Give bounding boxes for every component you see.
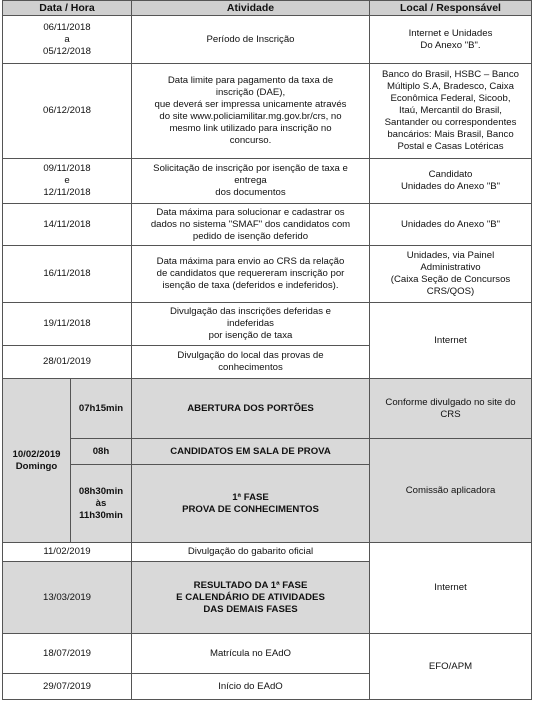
table-row (3, 379, 532, 439)
date-cell: 13/03/2019 (3, 562, 132, 634)
header-date: Data / Hora (3, 1, 132, 16)
time-cell: 08h30min às 11h30min (71, 465, 132, 543)
activity-cell: RESULTADO DA 1ª FASE E CALENDÁRIO DE ATIVIDADES DAS DEMAIS FASES (132, 562, 370, 634)
date-cell: 19/11/2018 (3, 303, 132, 346)
table-row (3, 543, 532, 562)
activity-cell: Matrícula no EAdO (132, 634, 370, 674)
local-cell: Internet e Unidades Do Anexo "B". (370, 16, 532, 64)
schedule-table (2, 0, 532, 700)
table-row (3, 16, 532, 64)
table-row (3, 246, 532, 303)
date-cell: 06/12/2018 (3, 64, 132, 159)
date-cell: 06/11/2018 a 05/12/2018 (3, 16, 132, 64)
activity-cell: Divulgação do gabarito oficial (132, 543, 370, 562)
time-cell: 08h (71, 439, 132, 465)
activity-cell: ABERTURA DOS PORTÕES (132, 379, 370, 439)
time-cell: 07h15min (71, 379, 132, 439)
local-cell: Conforme divulgado no site do CRS (370, 379, 532, 439)
activity-cell: Divulgação das inscrições deferidas e indeferidas por isenção de taxa (132, 303, 370, 346)
table-row (3, 204, 532, 246)
header-activity: Atividade (132, 1, 370, 16)
header-row (3, 1, 532, 16)
local-cell: Internet (370, 303, 532, 379)
table-row (3, 634, 532, 674)
activity-cell: Divulgação do local das provas de conhecimentos (132, 346, 370, 379)
date-cell: 09/11/2018 e 12/11/2018 (3, 159, 132, 204)
table-row (3, 439, 532, 465)
local-cell: Unidades do Anexo "B" (370, 204, 532, 246)
activity-cell: Data máxima para envio ao CRS da relação de candidatos que requereram inscrição por isenção de taxa (deferidos e indeferidos). (132, 246, 370, 303)
table-row (3, 159, 532, 204)
date-cell: 18/07/2019 (3, 634, 132, 674)
local-cell: Unidades, via Painel Administrativo (Caixa Seção de Concursos CRS/QOS) (370, 246, 532, 303)
activity-cell: Período de Inscrição (132, 16, 370, 64)
date-cell: 29/07/2019 (3, 674, 132, 700)
date-cell: 28/01/2019 (3, 346, 132, 379)
header-local: Local / Responsável (370, 1, 532, 16)
activity-cell: CANDIDATOS EM SALA DE PROVA (132, 439, 370, 465)
local-cell: Candidato Unidades do Anexo "B" (370, 159, 532, 204)
local-cell: Internet (370, 543, 532, 634)
local-cell: Comissão aplicadora (370, 439, 532, 543)
local-cell: Banco do Brasil, HSBC – Banco Múltiplo S.A, Bradesco, Caixa Econômica Federal, Sicoob, Itaú, Mercantil do Brasil, Santander ou correspondentes bancários: Mais Brasil, Banco Postal e Casas Lotéricas (370, 64, 532, 159)
table-row (3, 64, 532, 159)
activity-cell: Data limite para pagamento da taxa de inscrição (DAE), que deverá ser impressa unicamente através do site www.policiamilitar.mg.gov.br/crs, no mesmo link utilizado para inscrição no concurso. (132, 64, 370, 159)
date-cell: 14/11/2018 (3, 204, 132, 246)
exam-date-cell: 10/02/2019 Domingo (3, 379, 71, 543)
local-cell: EFO/APM (370, 634, 532, 700)
activity-cell: 1ª FASE PROVA DE CONHECIMENTOS (132, 465, 370, 543)
date-cell: 16/11/2018 (3, 246, 132, 303)
activity-cell: Início do EAdO (132, 674, 370, 700)
activity-cell: Data máxima para solucionar e cadastrar os dados no sistema "SMAF" dos candidatos com pedido de isenção deferido (132, 204, 370, 246)
table-row (3, 303, 532, 346)
date-cell: 11/02/2019 (3, 543, 132, 562)
activity-cell: Solicitação de inscrição por isenção de taxa e entrega dos documentos (132, 159, 370, 204)
